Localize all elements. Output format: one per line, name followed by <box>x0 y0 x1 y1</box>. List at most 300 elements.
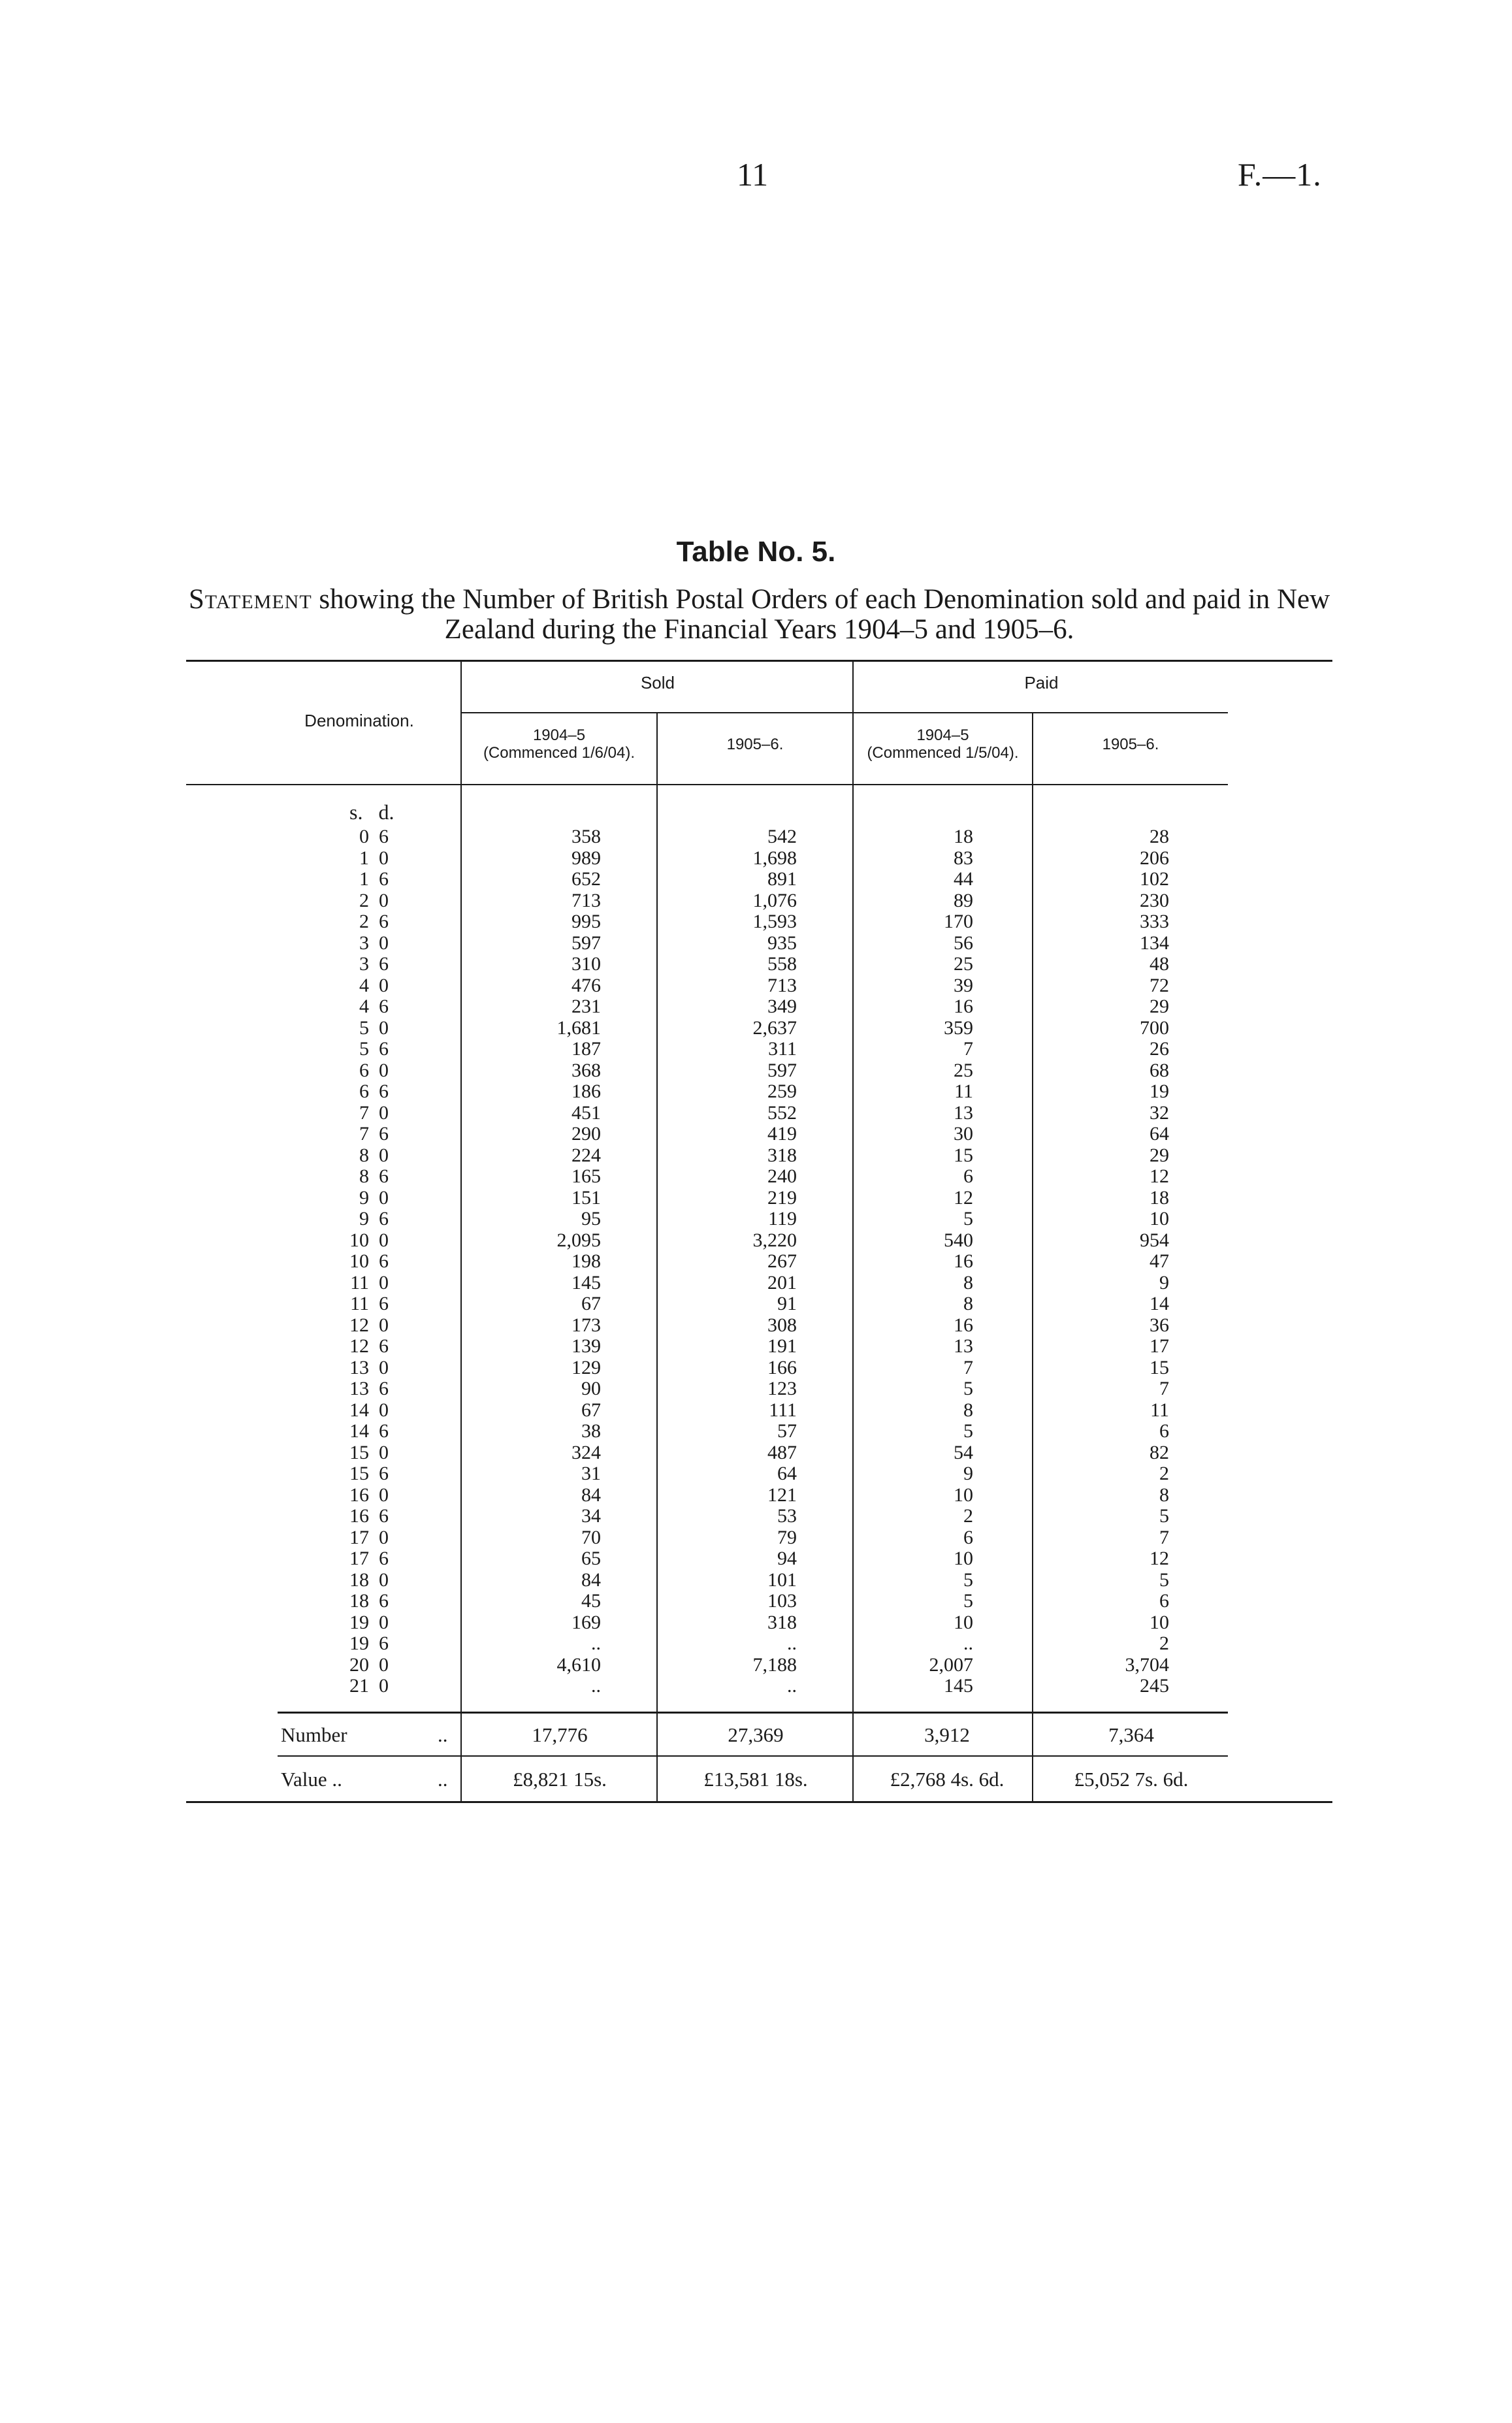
pence-cell: 0 <box>379 1101 389 1124</box>
sold-1904-cell: 368 <box>571 1059 601 1081</box>
pence-cell: 6 <box>379 826 389 847</box>
pence-cell: 6 <box>379 1208 389 1229</box>
shillings-cell: 19 <box>349 1611 369 1633</box>
table-row <box>0 975 1512 997</box>
paid-1905-cell: 10 <box>1150 1208 1169 1229</box>
table-row <box>0 1633 1512 1655</box>
table-row <box>0 1039 1512 1060</box>
shillings-cell: 5 <box>359 1038 369 1060</box>
paid-1904-cell: 359 <box>944 1016 973 1039</box>
sold-1905-cell: 201 <box>767 1271 797 1293</box>
shillings-cell: 17 <box>349 1548 369 1569</box>
sold-1904-cell: 84 <box>581 1484 601 1506</box>
paid-1905-cell: 17 <box>1150 1335 1169 1357</box>
sold-1905-cell: .. <box>787 1675 797 1697</box>
table-row <box>0 1378 1512 1400</box>
sold-1905-cell: 558 <box>767 953 797 975</box>
paid-1904-cell: 16 <box>954 1314 973 1336</box>
sold-1905-cell: 552 <box>767 1101 797 1124</box>
shillings-cell: 17 <box>349 1526 369 1548</box>
paid-1904-cell: 8 <box>963 1271 973 1293</box>
paid-1905-cell: 12 <box>1150 1165 1169 1187</box>
sold-1905-cell: 94 <box>777 1548 797 1569</box>
pence-cell: 0 <box>379 1653 389 1676</box>
sold-1904-cell: 38 <box>581 1420 601 1442</box>
sold-1904-cell: 224 <box>571 1144 601 1166</box>
pence-cell: 0 <box>379 1186 389 1209</box>
pence-cell: 6 <box>379 1548 389 1569</box>
sold-1904-cell: 358 <box>571 826 601 847</box>
shillings-cell: 11 <box>350 1293 369 1314</box>
pence-cell: 0 <box>379 1399 389 1421</box>
number-paid-1905: 7,364 <box>1108 1723 1154 1746</box>
sold-1905-cell: 308 <box>767 1314 797 1336</box>
sold-1904-cell: 451 <box>571 1101 601 1124</box>
paid-1905-cell: 15 <box>1150 1356 1169 1378</box>
pence-cell: 0 <box>379 932 389 954</box>
shillings-cell: 4 <box>359 996 369 1017</box>
number-row <box>0 1723 1512 1749</box>
sold-1905-cell: 53 <box>777 1505 797 1527</box>
table-row <box>0 933 1512 954</box>
sold-1904-cell: 186 <box>571 1081 601 1102</box>
paid-1905-cell: 14 <box>1150 1293 1169 1314</box>
table-row <box>0 890 1512 912</box>
pence-cell: 6 <box>379 1335 389 1357</box>
sold-1904-cell: 165 <box>571 1165 601 1187</box>
pence-cell: 6 <box>379 1081 389 1102</box>
table-row <box>0 1463 1512 1485</box>
pence-cell: 6 <box>379 1420 389 1442</box>
paid-1905-cell: 19 <box>1150 1081 1169 1102</box>
sold-1905-cell: 1,076 <box>752 889 797 911</box>
sold-1904-cell: 2,095 <box>556 1229 601 1251</box>
sd-units-header <box>349 800 394 824</box>
pence-cell: 6 <box>379 1463 389 1484</box>
sold-1905-cell: 349 <box>767 996 797 1017</box>
paid-1904-cell: 8 <box>963 1399 973 1421</box>
table-row <box>0 954 1512 975</box>
paid-1905-cell: 12 <box>1150 1548 1169 1569</box>
value-sold-1905: £13,581 18s. <box>703 1768 808 1791</box>
header-paid: Paid <box>1024 673 1059 692</box>
table-row <box>0 1230 1512 1252</box>
value-paid-1905: £5,052 7s. 6d. <box>1074 1768 1189 1791</box>
table-row <box>0 1293 1512 1315</box>
shillings-cell: 1 <box>359 868 369 890</box>
shillings-cell: 11 <box>350 1271 369 1293</box>
value-sold-1904: £8,821 15s. <box>513 1768 607 1791</box>
pence-cell: 6 <box>379 1590 389 1612</box>
paid-1905-cell: 5 <box>1159 1505 1169 1527</box>
rule-number-bottom <box>278 1755 1228 1757</box>
table-row <box>0 1060 1512 1082</box>
paid-1904-cell: 16 <box>954 1250 973 1272</box>
sold-1904-cell: 989 <box>571 847 601 869</box>
paid-1905-cell: 954 <box>1140 1229 1169 1251</box>
table-row <box>0 1655 1512 1676</box>
paid-1905-cell: 82 <box>1150 1441 1169 1463</box>
sold-1904-cell: 139 <box>571 1335 601 1357</box>
table-row <box>0 1251 1512 1273</box>
sold-1904-cell: 67 <box>581 1293 601 1314</box>
pence-cell: 0 <box>379 847 389 869</box>
shillings-cell: 4 <box>359 974 369 996</box>
pence-cell: 0 <box>379 1526 389 1548</box>
paid-1905-cell: 7 <box>1159 1378 1169 1399</box>
sold-1904-cell: 31 <box>581 1463 601 1484</box>
pence-cell: 0 <box>379 1144 389 1166</box>
pence-cell: 0 <box>379 1611 389 1633</box>
value-paid-1904: £2,768 4s. 6d. <box>890 1768 1005 1791</box>
pence-cell: 0 <box>379 1229 389 1251</box>
paid-1905-cell: 72 <box>1150 974 1169 996</box>
pence-cell: 6 <box>379 868 389 890</box>
paid-1904-cell: 5 <box>963 1590 973 1612</box>
shillings-cell: 3 <box>359 953 369 975</box>
paid-1904-cell: 7 <box>963 1356 973 1378</box>
header-sold-1905: 1905–6. <box>726 736 784 753</box>
rule-top <box>186 660 1332 662</box>
paid-1904-cell: 54 <box>954 1441 973 1463</box>
paid-1905-cell: 102 <box>1140 868 1169 890</box>
table-row <box>0 996 1512 1018</box>
paid-1905-cell: 2 <box>1159 1463 1169 1484</box>
paid-1904-cell: 10 <box>954 1484 973 1506</box>
shillings-cell: 13 <box>349 1378 369 1399</box>
paid-1904-cell: 2 <box>963 1505 973 1527</box>
shillings-cell: 14 <box>349 1399 369 1421</box>
paid-1904-cell: 30 <box>954 1123 973 1145</box>
table-row <box>0 1442 1512 1464</box>
shillings-cell: 18 <box>349 1590 369 1612</box>
paid-1905-cell: 68 <box>1150 1059 1169 1081</box>
sold-1904-cell: 187 <box>571 1038 601 1060</box>
header-sold-1904: 1904–5 (Commenced 1/6/04). <box>483 726 635 762</box>
sold-1904-cell: 90 <box>581 1378 601 1399</box>
paid-1904-cell: 44 <box>954 868 973 890</box>
statement-lead: Statement <box>188 584 312 615</box>
paid-1905-cell: 3,704 <box>1125 1653 1169 1676</box>
pence-cell: 0 <box>379 1314 389 1336</box>
paid-1905-cell: 28 <box>1150 826 1169 847</box>
pence-cell: 6 <box>379 953 389 975</box>
table-row <box>0 1570 1512 1591</box>
table-row <box>0 1506 1512 1527</box>
paid-1905-cell: 7 <box>1159 1526 1169 1548</box>
pence-cell: 0 <box>379 889 389 911</box>
paid-1905-cell: 9 <box>1159 1271 1169 1293</box>
table-row <box>0 1103 1512 1124</box>
sold-1904-cell: 34 <box>581 1505 601 1527</box>
shillings-cell: 5 <box>359 1016 369 1039</box>
sold-1905-cell: 1,593 <box>752 911 797 932</box>
pence-cell: 0 <box>379 1059 389 1081</box>
paid-1904-cell: 5 <box>963 1569 973 1591</box>
pence-cell: 0 <box>379 1484 389 1506</box>
pence-label: d. <box>378 800 394 824</box>
sold-1904-cell: .. <box>591 1675 601 1697</box>
sold-1905-cell: 318 <box>767 1144 797 1166</box>
pence-cell: 0 <box>379 1569 389 1591</box>
sold-1905-cell: 119 <box>768 1208 797 1229</box>
number-paid-1904: 3,912 <box>924 1723 970 1746</box>
paid-1905-cell: 64 <box>1150 1123 1169 1145</box>
pence-cell: 0 <box>379 1441 389 1463</box>
shillings-cell: 2 <box>359 889 369 911</box>
pence-cell: 6 <box>379 1293 389 1314</box>
sold-1904-cell: 231 <box>571 996 601 1017</box>
sold-1905-cell: 311 <box>768 1038 797 1060</box>
table-row <box>0 1315 1512 1337</box>
pence-cell: 6 <box>379 1378 389 1399</box>
sold-1904-cell: 652 <box>571 868 601 890</box>
paid-1905-cell: 36 <box>1150 1314 1169 1336</box>
paid-1904-cell: .. <box>963 1633 973 1654</box>
paid-1905-cell: 134 <box>1140 932 1169 954</box>
table-row <box>0 1336 1512 1358</box>
shillings-cell: 10 <box>349 1250 369 1272</box>
shillings-cell: 12 <box>349 1314 369 1336</box>
paid-1904-cell: 2,007 <box>929 1653 973 1676</box>
shillings-cell: 19 <box>349 1633 369 1654</box>
sold-1905-cell: 123 <box>767 1378 797 1399</box>
sold-1904-cell: 145 <box>571 1271 601 1293</box>
pence-cell: 6 <box>379 1505 389 1527</box>
pence-cell: 0 <box>379 1016 389 1039</box>
rule-header-bottom <box>186 784 1228 785</box>
sold-1904-cell: 310 <box>571 953 601 975</box>
sold-1905-cell: 7,188 <box>752 1653 797 1676</box>
shillings-cell: 12 <box>349 1335 369 1357</box>
rule-bottom <box>186 1801 1332 1803</box>
paid-1904-cell: 9 <box>963 1463 973 1484</box>
sold-1905-cell: 240 <box>767 1165 797 1187</box>
paid-1904-cell: 56 <box>954 932 973 954</box>
paid-1904-cell: 145 <box>944 1675 973 1697</box>
shillings-cell: 15 <box>349 1441 369 1463</box>
value-label: Value .. <box>281 1768 342 1791</box>
paid-1905-cell: 230 <box>1140 889 1169 911</box>
shillings-cell: 7 <box>359 1123 369 1145</box>
sold-1904-cell: 476 <box>571 974 601 996</box>
paid-1905-cell: 6 <box>1159 1590 1169 1612</box>
table-row <box>0 1485 1512 1506</box>
table-row <box>0 869 1512 890</box>
paid-1904-cell: 39 <box>954 974 973 996</box>
paid-1904-cell: 6 <box>963 1165 973 1187</box>
paid-1904-cell: 25 <box>954 1059 973 1081</box>
pence-cell: 0 <box>379 1271 389 1293</box>
paid-1905-cell: 32 <box>1150 1101 1169 1124</box>
table-row <box>0 1124 1512 1145</box>
paid-1905-cell: 245 <box>1140 1675 1169 1697</box>
sold-1905-cell: .. <box>787 1633 797 1654</box>
table-row <box>0 1591 1512 1612</box>
paid-1904-cell: 8 <box>963 1293 973 1314</box>
shillings-cell: 16 <box>349 1505 369 1527</box>
paid-1905-cell: 48 <box>1150 953 1169 975</box>
paid-1905-cell: 10 <box>1150 1611 1169 1633</box>
table-row <box>0 1018 1512 1039</box>
pence-cell: 6 <box>379 1165 389 1187</box>
table-row <box>0 1209 1512 1230</box>
table-row <box>0 826 1512 848</box>
shillings-cell: 16 <box>349 1484 369 1506</box>
sold-1904-cell: 129 <box>571 1356 601 1378</box>
shillings-cell: 14 <box>349 1420 369 1442</box>
table-row <box>0 1358 1512 1379</box>
paid-1904-cell: 7 <box>963 1038 973 1060</box>
paid-1904-cell: 89 <box>954 889 973 911</box>
paid-1904-cell: 11 <box>954 1081 973 1102</box>
shillings-cell: 20 <box>349 1653 369 1676</box>
sold-1904-cell: 95 <box>581 1208 601 1229</box>
sold-1905-cell: 935 <box>767 932 797 954</box>
sold-1904-cell: 1,681 <box>556 1016 601 1039</box>
paid-1905-cell: 700 <box>1140 1016 1169 1039</box>
sold-1905-cell: 79 <box>777 1526 797 1548</box>
sold-1904-cell: 713 <box>571 889 601 911</box>
page-reference: F.—1. <box>1238 156 1322 193</box>
page-number: 11 <box>737 156 769 193</box>
sold-1905-cell: 3,220 <box>752 1229 797 1251</box>
shillings-cell: 15 <box>349 1463 369 1484</box>
sold-1904-cell: .. <box>591 1633 601 1654</box>
sold-1904-cell: 70 <box>581 1526 601 1548</box>
paid-1905-cell: 18 <box>1150 1186 1169 1209</box>
sold-1904-cell: 84 <box>581 1569 601 1591</box>
table-row <box>0 1676 1512 1697</box>
pence-cell: 6 <box>379 1123 389 1145</box>
paid-1904-cell: 170 <box>944 911 973 932</box>
table-row <box>0 1612 1512 1634</box>
sold-1904-cell: 597 <box>571 932 601 954</box>
sold-1904-cell: 995 <box>571 911 601 932</box>
paid-1905-cell: 2 <box>1159 1633 1169 1654</box>
paid-1904-cell: 83 <box>954 847 973 869</box>
sold-1904-cell: 151 <box>571 1186 601 1209</box>
shillings-cell: 8 <box>359 1165 369 1187</box>
paid-1904-cell: 6 <box>963 1526 973 1548</box>
value-dots: .. <box>438 1768 448 1791</box>
sold-1905-cell: 101 <box>767 1569 797 1591</box>
shillings-cell: 3 <box>359 932 369 954</box>
pence-cell: 0 <box>379 1675 389 1697</box>
sold-1904-cell: 290 <box>571 1123 601 1145</box>
shillings-cell: 6 <box>359 1081 369 1102</box>
paid-1905-cell: 29 <box>1150 996 1169 1017</box>
sold-1904-cell: 45 <box>581 1590 601 1612</box>
paid-1905-cell: 8 <box>1159 1484 1169 1506</box>
pence-cell: 6 <box>379 996 389 1017</box>
sold-1905-cell: 2,637 <box>752 1016 797 1039</box>
header-sold: Sold <box>640 673 675 692</box>
sold-1905-cell: 713 <box>767 974 797 996</box>
paid-1904-cell: 16 <box>954 996 973 1017</box>
sold-1905-cell: 597 <box>767 1059 797 1081</box>
sold-1905-cell: 91 <box>777 1293 797 1314</box>
paid-1904-cell: 18 <box>954 826 973 847</box>
sold-1904-cell: 169 <box>571 1611 601 1633</box>
paid-1905-cell: 11 <box>1150 1399 1169 1421</box>
number-dots: .. <box>438 1723 448 1746</box>
number-sold-1905: 27,369 <box>728 1723 784 1746</box>
table-row <box>0 1188 1512 1209</box>
sold-1905-cell: 191 <box>767 1335 797 1357</box>
shillings-cell: 8 <box>359 1144 369 1166</box>
number-label: Number <box>281 1723 347 1746</box>
paid-1904-cell: 5 <box>963 1378 973 1399</box>
paid-1904-cell: 10 <box>954 1548 973 1569</box>
sold-1904-cell: 198 <box>571 1250 601 1272</box>
paid-1905-cell: 333 <box>1140 911 1169 932</box>
shillings-cell: 2 <box>359 911 369 932</box>
sold-1905-cell: 219 <box>767 1186 797 1209</box>
sold-1905-cell: 111 <box>769 1399 797 1421</box>
sold-1905-cell: 166 <box>767 1356 797 1378</box>
sold-1905-cell: 121 <box>767 1484 797 1506</box>
sold-1905-cell: 487 <box>767 1441 797 1463</box>
header-paid-1904: 1904–5 (Commenced 1/5/04). <box>867 726 1019 762</box>
paid-1904-cell: 5 <box>963 1420 973 1442</box>
table-row <box>0 1273 1512 1294</box>
pence-cell: 0 <box>379 974 389 996</box>
paid-1904-cell: 13 <box>954 1101 973 1124</box>
table-row <box>0 1548 1512 1570</box>
pence-cell: 6 <box>379 1038 389 1060</box>
shillings-cell: 0 <box>359 826 369 847</box>
shillings-label: s. <box>349 800 363 824</box>
header-paid-1905: 1905–6. <box>1102 736 1159 753</box>
sold-1904-cell: 67 <box>581 1399 601 1421</box>
paid-1904-cell: 12 <box>954 1186 973 1209</box>
shillings-cell: 7 <box>359 1101 369 1124</box>
shillings-cell: 6 <box>359 1059 369 1081</box>
sold-1905-cell: 891 <box>767 868 797 890</box>
paid-1904-cell: 25 <box>954 953 973 975</box>
sold-1904-cell: 173 <box>571 1314 601 1336</box>
pence-cell: 6 <box>379 1633 389 1654</box>
sold-1905-cell: 1,698 <box>752 847 797 869</box>
sold-1905-cell: 259 <box>767 1081 797 1102</box>
shillings-cell: 21 <box>349 1675 369 1697</box>
table-row <box>0 1421 1512 1442</box>
paid-1904-cell: 15 <box>954 1144 973 1166</box>
number-sold-1904: 17,776 <box>532 1723 588 1746</box>
table-row <box>0 848 1512 870</box>
paid-1904-cell: 5 <box>963 1208 973 1229</box>
pence-cell: 6 <box>379 1250 389 1272</box>
table-row <box>0 1527 1512 1549</box>
sold-1905-cell: 57 <box>777 1420 797 1442</box>
table-row <box>0 1166 1512 1188</box>
shillings-cell: 9 <box>359 1186 369 1209</box>
paid-1905-cell: 6 <box>1159 1420 1169 1442</box>
pence-cell: 0 <box>379 1356 389 1378</box>
table-title: Table No. 5. <box>676 536 836 568</box>
shillings-cell: 10 <box>349 1229 369 1251</box>
pence-cell: 6 <box>379 911 389 932</box>
sold-1905-cell: 318 <box>767 1611 797 1633</box>
paid-1905-cell: 29 <box>1150 1144 1169 1166</box>
sold-1904-cell: 65 <box>581 1548 601 1569</box>
sold-1905-cell: 267 <box>767 1250 797 1272</box>
value-row <box>0 1768 1512 1794</box>
paid-1904-cell: 540 <box>944 1229 973 1251</box>
sold-1905-cell: 419 <box>767 1123 797 1145</box>
paid-1905-cell: 47 <box>1150 1250 1169 1272</box>
